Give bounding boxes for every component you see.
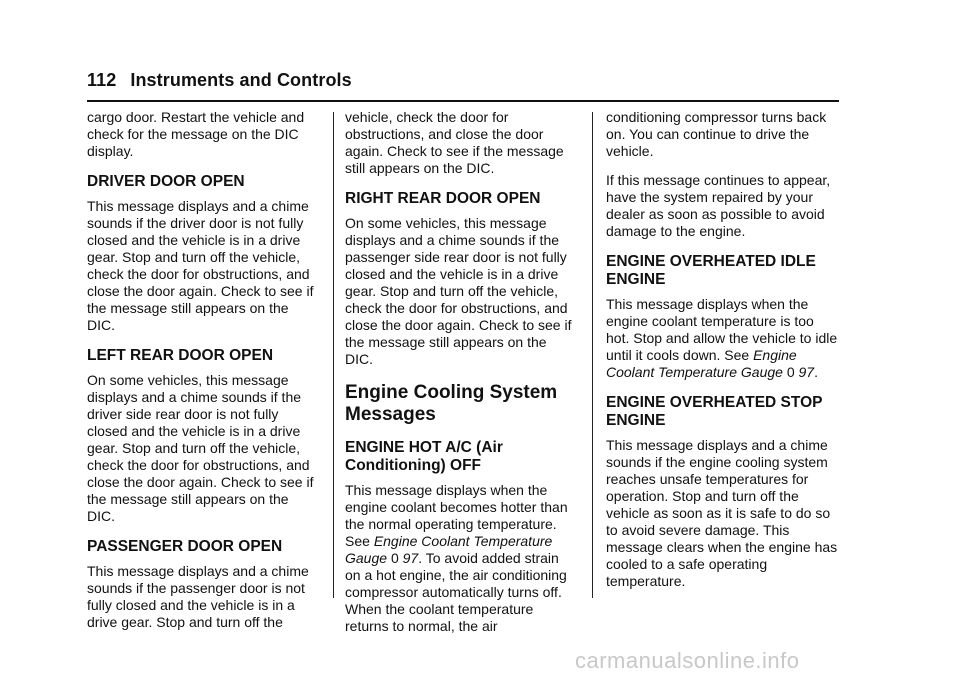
column-divider-2	[592, 112, 593, 598]
section-heading: Engine Cooling System Messages	[345, 382, 558, 425]
continued-paragraph: conditioning compressor turns back on. You can continue to drive the vehicle.	[606, 109, 827, 159]
overheated-stop-paragraph: This message displays and a chime sounds if the engine cooling system reaches unsafe temperatures for operation. Stop and turn off the vehicle as soon as it is safe to do so to avoid severe damage. This message clears when the engine has cooled to a safe operating temperature.	[606, 437, 838, 589]
column-1	[87, 109, 319, 643]
column-2	[345, 109, 577, 647]
overheated-stop-heading: ENGINE OVERHEATED STOP ENGINE	[606, 394, 823, 429]
header-rule	[87, 100, 839, 102]
page-header	[87, 70, 352, 91]
gauge-reference-link[interactable]: Engine Coolant Temperature Gauge	[606, 347, 797, 380]
watermark: carmanualsonline.info	[575, 648, 800, 673]
engine-hot-ac-text-b: . To avoid added strain on a hot engine, the air conditioning compressor automatically turns off. When the coolant temperature returns to normal, the air	[345, 550, 567, 634]
left-rear-door-heading: LEFT REAR DOOR OPEN	[87, 347, 274, 364]
left-rear-door-paragraph: On some vehicles, this message displays and a chime sounds if the driver side rear door is not fully closed and the vehicle is in a drive gear. Stop and turn off the vehicle, check the door for obstructions, and close the door again. Check to see if the message still appears on the DIC.	[87, 372, 314, 524]
engine-hot-ac-paragraph	[345, 482, 577, 635]
engine-hot-ac-heading: ENGINE HOT A/C (Air Conditioning) OFF	[345, 439, 503, 474]
overheated-idle-heading: ENGINE OVERHEATED IDLE ENGINE	[606, 253, 816, 288]
page-reference-number: 97	[402, 550, 419, 566]
page-reference-icon: 0	[390, 550, 399, 566]
overheated-idle-paragraph	[606, 296, 838, 381]
right-rear-door-heading: RIGHT REAR DOOR OPEN	[345, 190, 541, 207]
right-rear-door-paragraph: On some vehicles, this message displays and a chime sounds if the passenger side rear door is not fully closed and the vehicle is in a drive gear. Stop and turn off the vehicle, check the door for obstructions, and close the door again. Check to see if the message still appears on the DIC.	[345, 215, 572, 367]
page-number: 112	[87, 70, 117, 90]
passenger-door-paragraph: This message displays and a chime sounds if the passenger door is not fully closed and the vehicle is in a drive gear. Stop and turn off the	[87, 563, 309, 630]
overheated-idle-text-b: .	[814, 364, 818, 380]
column-divider-1	[333, 112, 334, 598]
section-title: Instruments and Controls	[130, 70, 352, 90]
continued-paragraph: vehicle, check the door for obstructions, and close the door again. Check to see if the message still appears on the DIC.	[345, 109, 564, 176]
passenger-door-heading: PASSENGER DOOR OPEN	[87, 538, 283, 555]
driver-door-paragraph: This message displays and a chime sounds if the driver door is not fully closed and the vehicle is in a drive gear. Stop and turn off the vehicle, check the door for obstructions, and close the door again. Check to see if the message still appears on the DIC.	[87, 198, 314, 333]
overheated-idle-text-a: This message displays when the engine coolant temperature is too hot. Stop and allow the vehicle to idle until it cools down. See	[606, 296, 838, 363]
engine-hot-ac-text-a: This message displays when the engine coolant becomes hotter than the normal operating temperature. See	[345, 482, 568, 549]
repair-paragraph: If this message continues to appear, have the system repaired by your dealer as soon as possible to avoid damage to the engine.	[606, 172, 831, 239]
page-reference-number: 97	[798, 364, 815, 380]
page-reference-icon: 0	[786, 364, 795, 380]
column-3	[606, 109, 838, 602]
gauge-reference-link[interactable]: Engine Coolant Temperature Gauge	[345, 533, 553, 566]
intro-paragraph: cargo door. Restart the vehicle and check for the message on the DIC display.	[87, 109, 305, 159]
driver-door-heading: DRIVER DOOR OPEN	[87, 173, 245, 190]
